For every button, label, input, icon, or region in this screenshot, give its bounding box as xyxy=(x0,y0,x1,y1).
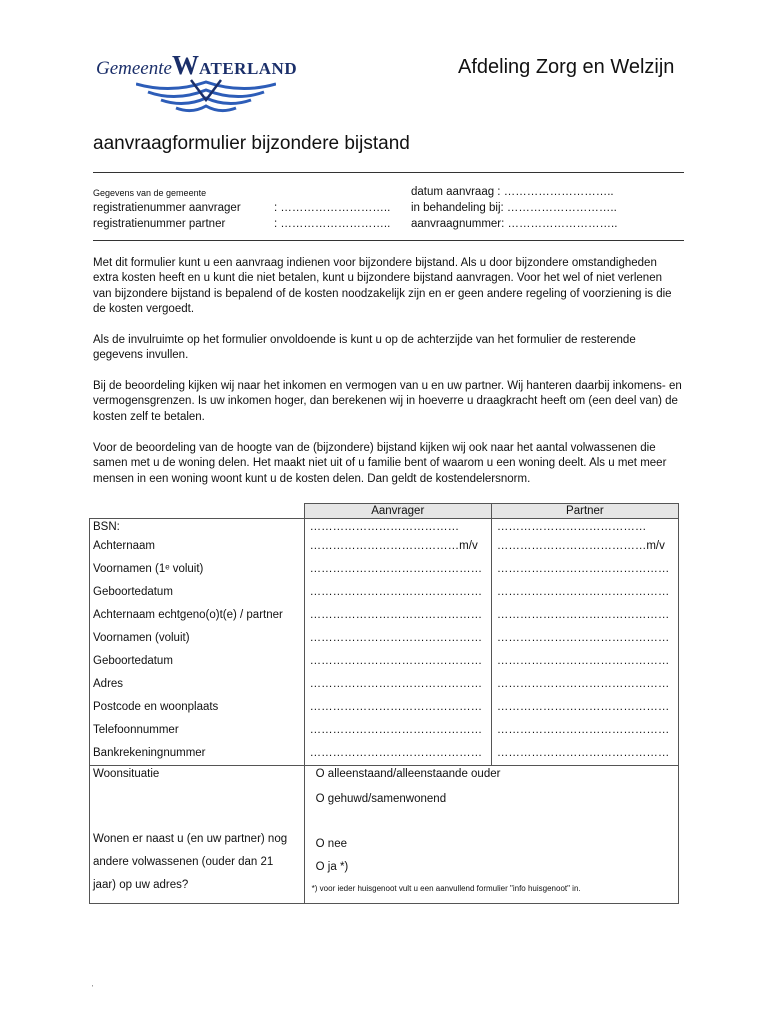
labels-column xyxy=(90,519,305,766)
label-voornamen: Voornamen (1ᵉ voluit) xyxy=(93,563,204,575)
label-volwassenen-1: Wonen er naast u (en uw partner) nog xyxy=(93,833,288,845)
label-geboortedatum: Geboortedatum xyxy=(93,586,173,598)
aanvrager-postcode-field[interactable]: ……………………………………… xyxy=(309,701,483,713)
waves-icon xyxy=(136,78,276,118)
form-title: aanvraagformulier bijzondere bijstand xyxy=(93,133,410,154)
footnote-huisgenoot: *) voor ieder huisgenoot vult u een aanvullend formulier "info huisgenoot" in. xyxy=(311,884,581,893)
label-volwassenen-3: jaar) op uw adres? xyxy=(93,879,189,891)
header-partner: Partner xyxy=(491,504,678,519)
aanvrager-geboortedatum-field[interactable]: ……………………………………… xyxy=(309,586,483,598)
partner-telefoon-field[interactable]: ……………………………………… xyxy=(496,724,670,736)
aanvrager-bankrekening-field[interactable]: ……………………………………… xyxy=(309,747,483,759)
partner-adres-field[interactable]: ……………………………………… xyxy=(496,678,670,690)
table-header-row xyxy=(90,504,679,519)
divider-top xyxy=(93,172,684,173)
aanvrager-voornamen-field[interactable]: ……………………………………… xyxy=(309,563,483,575)
handled-by-field[interactable]: in behandeling bij: ……………………….. xyxy=(411,202,617,214)
reg-partner-value[interactable]: : ……………………….. xyxy=(274,218,391,230)
department-title: Afdeling Zorg en Welzijn xyxy=(458,56,675,78)
logo-capital: W xyxy=(171,50,199,80)
date-request-field[interactable]: datum aanvraag : ……………………….. xyxy=(411,186,614,198)
applicant-table xyxy=(89,503,679,904)
label-geboortedatum-partner: Geboortedatum xyxy=(93,655,173,667)
option-gehuwd[interactable]: O gehuwd/samenwonend xyxy=(315,793,447,805)
situation-labels xyxy=(90,766,305,904)
partner-achternaam-field[interactable]: …………………………………m/v xyxy=(496,540,665,552)
aanvrager-adres-field[interactable]: ……………………………………… xyxy=(309,678,483,690)
space-paragraph: Als de invulruimte op het formulier onvoldoende is kunt u op de achterzijde van het formulier de resterende gegevens invullen. xyxy=(93,334,636,362)
intro-paragraph: Met dit formulier kunt u een aanvraag indienen voor bijzondere bijstand. Als u door bijzondere omstandigheden extra kosten heeft en u kunt die niet betalen, kunt u bijzondere bijstand aanvragen. Voor het wel of niet verlenen van bijzondere bijstand is bepalend of de kosten noodzakelijk zijn en er geen andere regeling of voorziening is die de kosten vergoedt. xyxy=(93,257,672,316)
label-volwassenen-2: andere volwassenen (ouder dan 21 xyxy=(93,856,274,868)
label-postcode: Postcode en woonplaats xyxy=(93,701,219,713)
partner-bankrekening-field[interactable]: ……………………………………… xyxy=(496,747,670,759)
label-telefoon: Telefoonnummer xyxy=(93,724,179,736)
cost-sharing-paragraph: Voor de beoordeling van de hoogte van de (bijzondere) bijstand kijken wij ook naar het aantal volwassenen die samen met u de woning delen. Het maakt niet uit of u familie bent of waarom u een woning deelt. Als u met meer mensen in een woning woont kunt u de kosten delen. Dan geldt de kostendelersnorm. xyxy=(93,442,667,485)
partner-column xyxy=(491,519,678,766)
header-aanvrager: Aanvrager xyxy=(304,504,491,519)
reg-applicant-label: registratienummer aanvrager xyxy=(93,202,241,214)
label-woonsituatie: Woonsituatie xyxy=(93,768,160,780)
option-nee[interactable]: O nee xyxy=(315,838,347,850)
logo-prefix: Gemeente xyxy=(96,58,172,79)
option-ja[interactable]: O ja *) xyxy=(315,861,349,873)
aanvrager-geboortedatum2-field[interactable]: ……………………………………… xyxy=(309,655,483,667)
label-achternaam: Achternaam xyxy=(93,540,156,552)
logo-wordmark xyxy=(96,50,297,81)
table-row xyxy=(90,519,679,766)
aanvrager-bsn-field[interactable]: ………………………………… xyxy=(309,521,460,533)
logo-rest: ATERLAND xyxy=(198,59,298,78)
header-empty xyxy=(90,504,305,519)
page-mark: ' xyxy=(92,985,94,992)
partner-voornamen-field[interactable]: ……………………………………… xyxy=(496,563,670,575)
request-number-field[interactable]: aanvraagnummer: ……………………….. xyxy=(411,218,618,230)
partner-voornamen-voluit-field[interactable]: ……………………………………… xyxy=(496,632,670,644)
label-achternaam-partner: Achternaam echtgeno(o)t(e) / partner xyxy=(93,609,283,621)
reg-applicant-value[interactable]: : ……………………….. xyxy=(274,202,391,214)
aanvrager-achternaam-partner-field[interactable]: ……………………………………… xyxy=(309,609,483,621)
reg-partner-label: registratienummer partner xyxy=(93,218,226,230)
aanvrager-voornamen-voluit-field[interactable]: ……………………………………… xyxy=(309,632,483,644)
partner-achternaam-partner-field[interactable]: ……………………………………… xyxy=(496,609,670,621)
divider-bottom xyxy=(93,240,684,241)
situation-options xyxy=(304,766,678,904)
label-adres: Adres xyxy=(93,678,124,690)
aanvrager-telefoon-field[interactable]: ……………………………………… xyxy=(309,724,483,736)
partner-geboortedatum2-field[interactable]: ……………………………………… xyxy=(496,655,670,667)
label-voornamen-voluit: Voornamen (voluit) xyxy=(93,632,190,644)
table-row-situation xyxy=(90,766,679,904)
option-alleenstaand[interactable]: O alleenstaand/alleenstaande ouder xyxy=(315,768,501,780)
aanvrager-achternaam-field[interactable]: …………………………………m/v xyxy=(309,540,478,552)
municipality-heading: Gegevens van de gemeente xyxy=(93,188,207,198)
partner-geboortedatum-field[interactable]: ……………………………………… xyxy=(496,586,670,598)
aanvrager-column xyxy=(304,519,491,766)
label-bsn: BSN: xyxy=(93,521,120,533)
label-bankrekening: Bankrekeningnummer xyxy=(93,747,206,759)
partner-postcode-field[interactable]: ……………………………………… xyxy=(496,701,670,713)
income-paragraph: Bij de beoordeling kijken wij naar het inkomen en vermogen van u en uw partner. Wij hanteren daarbij inkomens- en vermogensgrenzen. Is uw inkomen hoger, dan berekenen wij in hoeverre u draagkracht heeft om (een deel van) de kosten zelf te betalen. xyxy=(93,380,682,423)
gemeente-waterland-logo xyxy=(96,40,306,118)
partner-bsn-field[interactable]: ………………………………… xyxy=(496,521,647,533)
